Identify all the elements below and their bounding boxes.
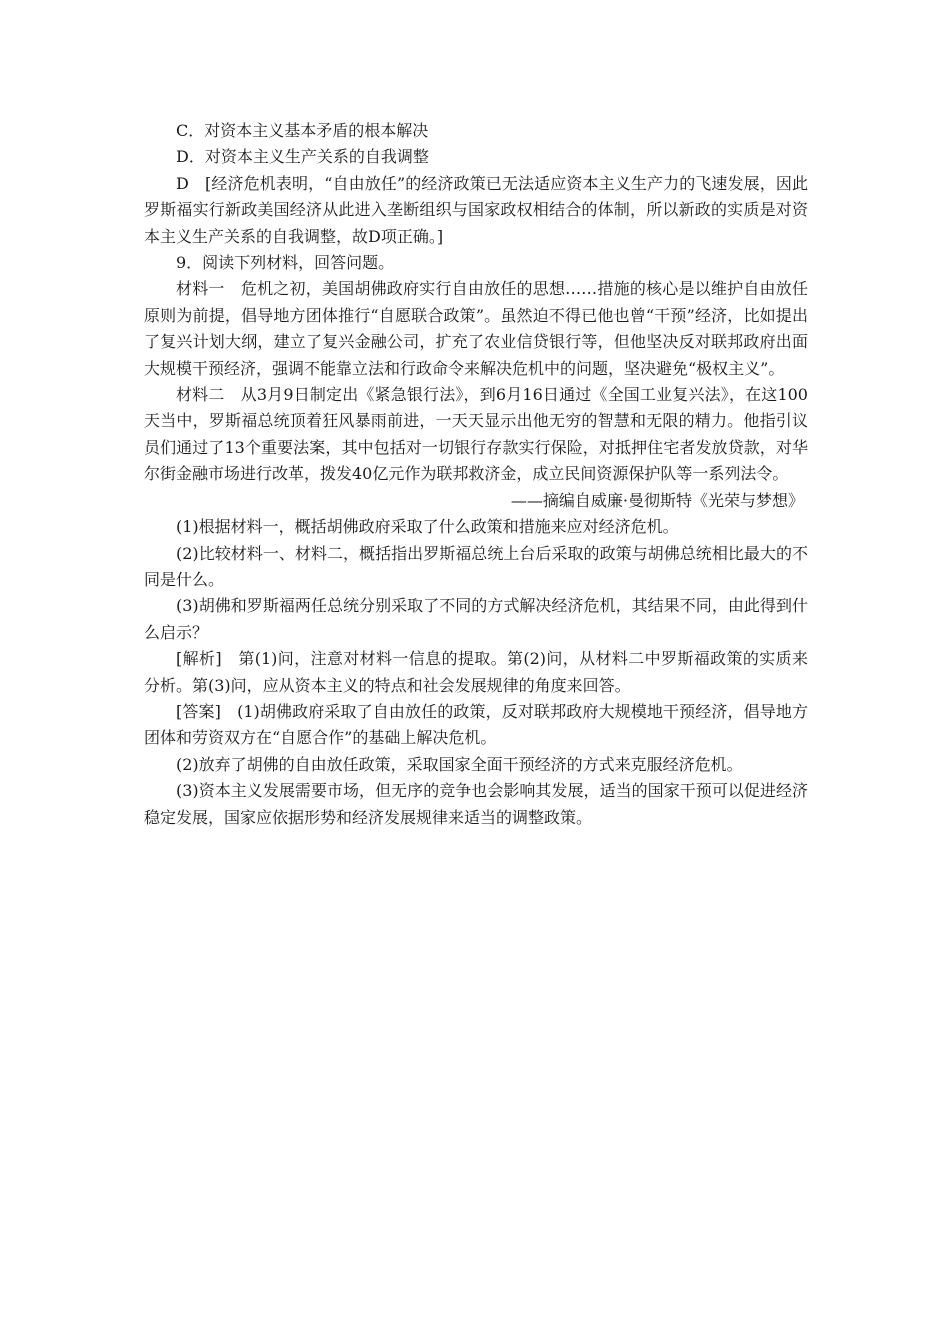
answer-explanation-8: D [经济危机表明，“自由放任”的经济政策已无法适应资本主义生产力的飞速发展，因此罗斯福实行新政美国经济从此进入垄断组织与国家政权相结合的体制，所以新政的实质是对资本主义生产关系的自我调整，故D项正确。]: [144, 173, 808, 246]
option-d: D．对资本主义生产关系的自我调整: [176, 147, 429, 167]
answer-1: [答案] (1)胡佛政府采取了自由放任的政策，反对联邦政府大规模地干预经济，倡导地方团体和劳资双方在“自愿合作”的基础上解决危机。: [144, 701, 808, 748]
sub-question-3: (3)胡佛和罗斯福两任总统分别采取了不同的方式解决经济危机，其结果不同，由此得到什么启示？: [144, 596, 808, 642]
question-9-stem: 9．阅读下列材料，回答问题。: [176, 253, 395, 273]
answer-3: (3)资本主义发展需要市场，但无序的竞争也会影响其发展，适当的国家干预可以促进经济稳定发展，国家应依据形势和经济发展规律来适当的调整政策。: [144, 781, 808, 827]
sub-question-2: (2)比较材料一、材料二，概括指出罗斯福总统上台后采取的政策与胡佛总统相比最大的不同是什么。: [144, 543, 808, 589]
material-source: ——摘编自威廉·曼彻斯特《光荣与梦想》: [510, 490, 804, 510]
option-c: C．对资本主义基本矛盾的根本解决: [176, 121, 429, 140]
sub-question-1: (1)根据材料一，概括胡佛政府采取了什么政策和措施来应对经济危机。: [176, 517, 679, 537]
material-one: 材料一 危机之初，美国胡佛政府实行自由放任的思想……措施的核心是以维护自由放任原则为前提，倡导地方团体推行“自愿联合政策”。虽然迫不得已他也曾“干预”经济，比如提出了复兴计划大纲，建立了复兴金融公司，扩充了农业信贷银行等，但他坚决反对联邦政府出面大规模干预经济，强调不能靠立法和行政命令来解决危机中的问题，坚决避免“极权主义”。: [144, 279, 808, 378]
material-two: 材料二 从3月9日制定出《紧急银行法》，到6月16日通过《全国工业复兴法》，在这100天当中，罗斯福总统顶着狂风暴雨前进，一天天显示出他无穷的智慧和无限的精力。他指引议员们通过了13个重要法案，其中包括对一切银行存款实行保险，对抵押住宅者发放贷款，对华尔街金融市场进行改革，拨发40亿元作为联邦救济金，成立民间资源保护队等一系列法令。: [144, 385, 808, 484]
document-body: [144, 118, 808, 831]
answer-2: (2)放弃了胡佛的自由放任政策，采取国家全面干预经济的方式来克服经济危机。: [176, 754, 743, 774]
analysis: [解析] 第(1)问，注意对材料一信息的提取。第(2)问，从材料二中罗斯福政策的实质来分析。第(3)问，应从资本主义的特点和社会发展规律的角度来回答。: [144, 649, 808, 695]
